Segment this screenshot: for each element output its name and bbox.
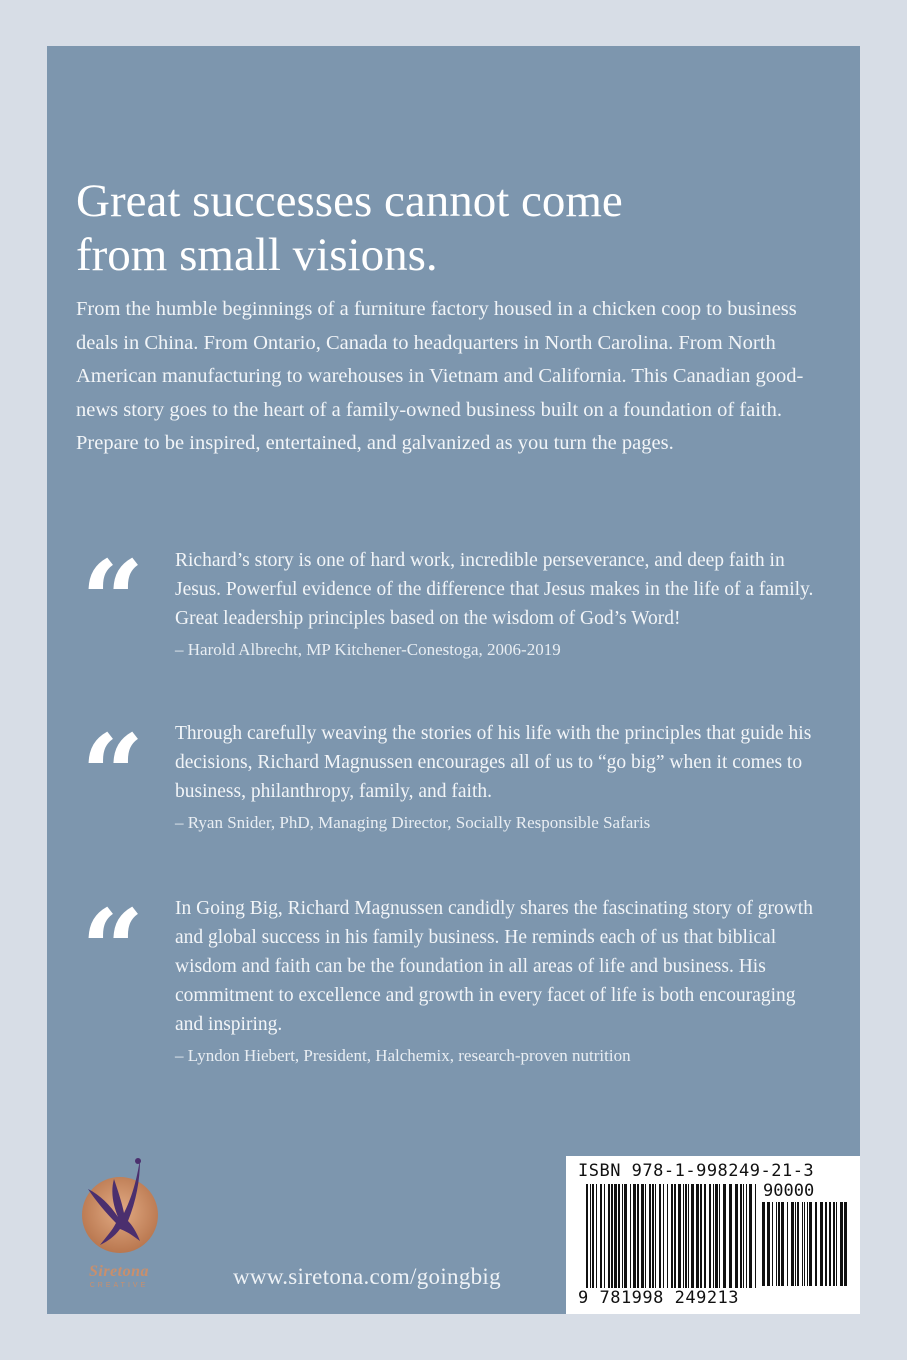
barcode-bar [590,1184,591,1288]
barcode-bar [776,1202,777,1286]
endorsement-attribution: – Harold Albrecht, MP Kitchener-Conestoga, 2006-2019 [175,640,561,659]
endorsement-attribution: – Ryan Snider, PhD, Managing Director, Socially Responsible Safaris [175,813,651,832]
barcode-bar [685,1184,687,1288]
isbn-label: ISBN 978-1-998249-21-3 [578,1161,815,1181]
barcode-bar [688,1184,689,1288]
headline-line-2: from small visions. [76,229,438,281]
barcode-bar [802,1202,803,1286]
barcode-bar [772,1202,773,1286]
barcode-addon-bars [762,1202,848,1286]
endorsement-text: Through carefully weaving the stories of his life with the principles that guide his decisions, Richard Magnussen encourages all of us to “go big” when it comes to business, philanthropy, family, and faith. [175,723,812,802]
barcode-bar [691,1184,694,1288]
barcode-bar [622,1184,623,1288]
barcode-bar [704,1184,706,1288]
barcode-bar [797,1202,799,1286]
barcode-bar [740,1184,742,1288]
barcode-bar [809,1202,812,1286]
book-blurb: From the humble beginnings of a furniture factory housed in a chicken coop to business deals in China. From Ontario, Canada to headquarters in North Carolina. From North American manufacturing to warehouses in Vietnam and California. This Canadian good-news story goes to the heart of a family-owned business built on a foundation of faith. Prepare to be inspired, entertained, and galvanized as you turn the pages. [76,298,804,454]
headline-line-1: Great successes cannot come [76,175,623,227]
barcode-bar [604,1184,605,1288]
barcode-bar [715,1184,718,1288]
barcode-bar [655,1184,656,1288]
barcode-bar [709,1184,711,1288]
publisher-name: Siretona [88,1263,149,1280]
barcode-bar [641,1184,644,1288]
barcode-bar [592,1184,594,1288]
barcode-bar [815,1202,817,1286]
barcode-bar [791,1202,794,1286]
barcode-bar [844,1202,847,1286]
endorsement-text: In Going Big, Richard Magnussen candidly shares the fascinating story of growth and global success in his family business. He reminds each of us that biblical wisdom and faith can be the foundation in all areas of life and business. His commitment to excellence and growth in every facet of life is both encouraging and inspiring. [175,898,813,1035]
bird-icon [74,1151,164,1263]
barcode-bar [829,1202,831,1286]
barcode-bars [586,1184,756,1288]
publisher-tagline: CREATIVE [89,1282,149,1289]
barcode-bar [663,1184,664,1288]
barcode-bar [713,1184,714,1288]
website-link[interactable]: www.siretona.com/goingbig [233,1264,501,1289]
barcode-bar [804,1202,805,1286]
barcode-bar [652,1184,654,1288]
barcode-bar [608,1184,610,1288]
barcode-bar [807,1202,808,1286]
publisher-logo [74,1151,164,1291]
barcode-bar [778,1202,780,1286]
endorsement-3 [175,894,825,1070]
barcode-bar [633,1184,636,1288]
barcode-bar [624,1184,627,1288]
barcode-bar [596,1184,597,1288]
barcode-bar [683,1184,684,1288]
barcode-bar [696,1184,699,1288]
endorsement-text: Richard’s story is one of hard work, incredible perseverance, and deep faith in Jesus. Powerful evidence of the difference that Jesus makes in the life of a family. Great leadership principles based on the wisdom of God’s Word! [175,550,814,629]
barcode-bar [659,1184,661,1288]
barcode-bar [746,1184,747,1288]
barcode-bar [649,1184,651,1288]
barcode-bar [700,1184,702,1288]
barcode-bar [840,1202,843,1286]
quote-mark-icon: “ [81,536,145,665]
barcode-bar [735,1184,738,1288]
barcode-bar [836,1202,837,1286]
barcode-bar [825,1202,827,1286]
barcode-bar [719,1184,720,1288]
barcode-bar [749,1184,752,1288]
isbn-barcode [566,1156,860,1314]
barcode-bar [767,1202,770,1286]
barcode-bar [755,1184,756,1288]
barcode-bar [820,1202,823,1286]
barcode-bar [678,1184,681,1288]
barcode-bar [833,1202,835,1286]
barcode-bar [667,1184,668,1288]
barcode-bar [795,1202,796,1286]
barcode-bar [645,1184,646,1288]
barcode-bar [611,1184,613,1288]
ean-digits: 9 781998 249213 [578,1288,740,1308]
barcode-bar [762,1202,765,1286]
quote-mark-icon: “ [81,710,145,839]
headline [76,174,776,282]
barcode-bar [723,1184,726,1288]
endorsement-attribution: – Lyndon Hiebert, President, Halchemix, research-proven nutrition [175,1046,631,1065]
barcode-bar [614,1184,617,1288]
quote-mark-icon: “ [81,885,145,1014]
barcode-bar [743,1184,744,1288]
barcode-bar [674,1184,676,1288]
price-code: 90000 [763,1181,815,1201]
barcode-bar [600,1184,602,1288]
endorsement-1 [175,546,825,664]
barcode-bar [671,1184,673,1288]
barcode-bar [586,1184,588,1288]
barcode-bar [637,1184,639,1288]
barcode-bar [787,1202,788,1286]
barcode-bar [729,1184,732,1288]
endorsement-2 [175,719,825,837]
barcode-bar [781,1202,784,1286]
back-cover [47,46,860,1314]
barcode-bar [630,1184,631,1288]
barcode-bar [618,1184,620,1288]
